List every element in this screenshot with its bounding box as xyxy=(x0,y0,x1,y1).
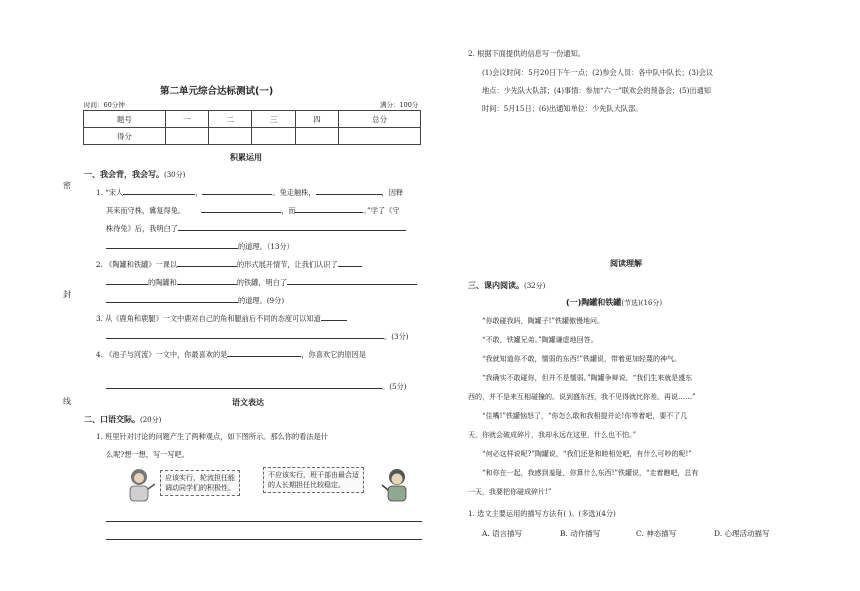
answer-blank[interactable] xyxy=(106,276,148,285)
q4-text: 4. 《池子与河流》一文中，你最喜欢的是 xyxy=(96,350,228,359)
passage-line: 西的，并不是来互相碰撞的。说到盛东西，我不见得就比你差。再说……” xyxy=(468,393,696,401)
answer-blank[interactable] xyxy=(177,258,237,267)
side-mark-seal: 密 xyxy=(63,181,71,190)
passage-line: 一天，我要把你碰成碎片!” xyxy=(468,488,552,496)
part1-title: 一、我会背，我会写。 xyxy=(84,170,164,179)
notice-question-title: 2. 根据下面提供的信息写一份通知。 xyxy=(468,49,585,58)
answer-line[interactable] xyxy=(106,539,422,540)
score-table xyxy=(83,110,421,145)
answer-blank[interactable] xyxy=(201,204,281,213)
q2-text: 的道理。(9分) xyxy=(238,296,285,305)
bubble-text: 不应该实行，班干部由最合适 xyxy=(268,471,359,479)
passage-points: (16分) xyxy=(640,299,663,307)
passage-line: “你敢碰我吗，陶罐子!”铁罐傲慢地问。 xyxy=(482,317,604,325)
answer-blank[interactable] xyxy=(295,204,363,213)
q1-text: 1. “宋人 xyxy=(96,188,124,197)
score-input-cell[interactable] xyxy=(252,128,295,145)
score-table-cell: 得分 xyxy=(84,128,166,145)
passage-line: 天，你就会破成碎片，我却永远在这里，什么也不怕。” xyxy=(468,431,637,439)
answer-blank[interactable] xyxy=(106,330,384,339)
answer-blank[interactable] xyxy=(177,276,237,285)
q1-line1 xyxy=(96,186,403,198)
reading-q1: 1. 选文主要运用的描写方法有( )。(多选)(4分) xyxy=(468,509,616,518)
q2-line3 xyxy=(106,294,284,306)
passage-line: “和你在一起，我感到羞耻，你算什么东西!”铁罐说，“走着瞧吧，总有 xyxy=(482,469,699,477)
passage-heading xyxy=(566,297,662,308)
answer-line[interactable] xyxy=(106,521,422,522)
q2-text: 的陶罐和 xyxy=(148,278,177,287)
score-table-cell: 题号 xyxy=(84,111,166,128)
q2-text: 的形式展开情节，让我们认识了 xyxy=(237,260,338,269)
score-input-cell[interactable] xyxy=(295,128,338,145)
notice-question-line: 时间：5月15日；(6)出通知单位：少先队大队部。 xyxy=(482,104,643,113)
answer-blank[interactable] xyxy=(106,240,238,249)
speech-bubble-right xyxy=(263,467,364,493)
passage-line: “住嘴!”铁罐恼怒了，“你怎么敢和我相提并论!你等着吧，要不了几 xyxy=(482,412,688,420)
bubble-text: 应该实行，轮流担任能 xyxy=(165,474,235,482)
s2-q1-line2: 么呢?想一想，写一写吧。 xyxy=(106,450,189,459)
part3-heading xyxy=(468,280,545,291)
q2-line2 xyxy=(106,276,417,288)
passage-title: (一)陶罐和铁罐 xyxy=(566,298,622,307)
q3-text: 。(3分) xyxy=(384,332,409,341)
q3-line2 xyxy=(106,330,409,342)
answer-blank[interactable] xyxy=(123,186,195,195)
full-score: 满分：100分 xyxy=(380,101,419,109)
q1-text: 株待兔》后，我明白了 xyxy=(106,224,178,233)
student-right-illustration xyxy=(380,466,414,502)
score-input-cell[interactable] xyxy=(165,128,208,145)
score-table-cell: 一 xyxy=(165,111,208,128)
bubble-text: 调动同学们的积极性。 xyxy=(165,484,235,492)
q4-line1 xyxy=(96,348,366,360)
q3-line1 xyxy=(96,312,347,324)
answer-blank[interactable] xyxy=(227,348,301,357)
q1-line4 xyxy=(106,240,294,252)
notice-question-line: 地点：少先队大队部；(4)事情：参加“六一”联欢会的预备会；(5)出通知 xyxy=(482,86,711,95)
option-b[interactable]: B. 动作描写 xyxy=(560,529,601,538)
side-mark-seal: 封 xyxy=(63,290,71,299)
part1-heading xyxy=(84,169,185,180)
answer-blank[interactable] xyxy=(338,258,362,267)
page-title: 第二单元综合达标测试(一) xyxy=(160,86,274,97)
part1-points: (30分) xyxy=(164,171,186,179)
score-table-cell: 四 xyxy=(295,111,338,128)
section-title-accumulation: 积累运用 xyxy=(230,153,262,162)
q4-text: ，你喜欢它的原因是 xyxy=(301,350,367,359)
section-title-reading: 阅读理解 xyxy=(610,259,642,268)
score-table-header-row xyxy=(84,111,421,128)
part2-heading xyxy=(84,414,161,425)
passage-note: (节选) xyxy=(621,299,641,307)
option-a[interactable]: A. 语言描写 xyxy=(482,529,523,538)
passage-line: “何必这样说呢?”陶罐说，“我们还是和睦相处吧，有什么可吵的呢!” xyxy=(482,450,692,458)
q1-text: ， xyxy=(195,188,203,197)
passage-line: “我确实不敢碰你，但并不是懦弱。”陶罐争辩说，“我们生来就是盛东 xyxy=(482,374,693,382)
q1-line2 xyxy=(106,204,399,216)
section-title-expression: 语文表达 xyxy=(232,398,264,407)
bubble-text: 的人长期担任比较稳定。 xyxy=(268,481,345,489)
q1-text: ，因释 xyxy=(381,188,404,197)
score-table-score-row xyxy=(84,128,421,145)
passage-line: “我就知道你不敢，懦弱的东西!”铁罐说，带着更加轻蔑的神气。 xyxy=(482,355,681,363)
notice-question-line: (1)会议时间：5月20日下午一点；(2)参会人员：各中队中队长；(3)会议 xyxy=(482,68,714,77)
answer-blank[interactable] xyxy=(178,222,406,231)
answer-blank[interactable] xyxy=(321,312,347,321)
q2-text: 2. 《陶罐和铁罐》一课以 xyxy=(96,260,178,269)
q1-text: 的道理。（13分） xyxy=(238,242,294,251)
q1-line3 xyxy=(106,222,406,234)
answer-blank[interactable] xyxy=(287,276,417,285)
score-table-cell: 总分 xyxy=(339,111,421,128)
q4-line2 xyxy=(106,380,407,392)
q3-text: 3. 从《鹿角和鹿腿》一文中鹿对自己的角和腿前后不同的态度可以知道 xyxy=(96,314,321,323)
score-input-cell[interactable] xyxy=(209,128,252,145)
q1-text: ，而 xyxy=(281,206,296,215)
q4-text: 。(5分) xyxy=(382,382,407,391)
q2-line1 xyxy=(96,258,362,270)
side-mark-seal: 线 xyxy=(63,397,71,406)
passage-line: “不敢，铁罐兄弟。”陶罐谦虚地回答。 xyxy=(482,336,598,344)
score-table-cell: 三 xyxy=(252,111,295,128)
q1-text: 。兔走触株， xyxy=(272,188,316,197)
answer-blank[interactable] xyxy=(316,186,382,195)
answer-blank[interactable] xyxy=(106,380,382,389)
q2-text: 的铁罐，明白了 xyxy=(236,278,288,287)
q1-text: 。”学了《守 xyxy=(363,206,400,215)
part2-title: 二、口语交际。 xyxy=(84,415,140,424)
score-input-cell[interactable] xyxy=(339,128,421,145)
part2-points: (20分) xyxy=(140,416,162,424)
score-table-cell: 二 xyxy=(209,111,252,128)
option-c[interactable]: C. 神态描写 xyxy=(636,529,677,538)
option-d[interactable]: D. 心理活动描写 xyxy=(714,529,770,538)
student-left-illustration xyxy=(122,466,156,502)
answer-blank[interactable] xyxy=(202,186,272,195)
time-limit: 时间：60分钟 xyxy=(84,101,125,109)
speech-bubble-left xyxy=(160,470,240,496)
answer-blank[interactable] xyxy=(106,294,238,303)
part3-points: (32分) xyxy=(524,282,546,290)
q1-text: 其耒而守株，冀复得兔。 xyxy=(106,206,186,215)
part3-title: 三、课内阅读。 xyxy=(468,281,524,290)
s2-q1-line1: 1. 班里针对讨论的问题产生了两种观点，如下图所示。那么你的看法是什 xyxy=(96,432,328,441)
